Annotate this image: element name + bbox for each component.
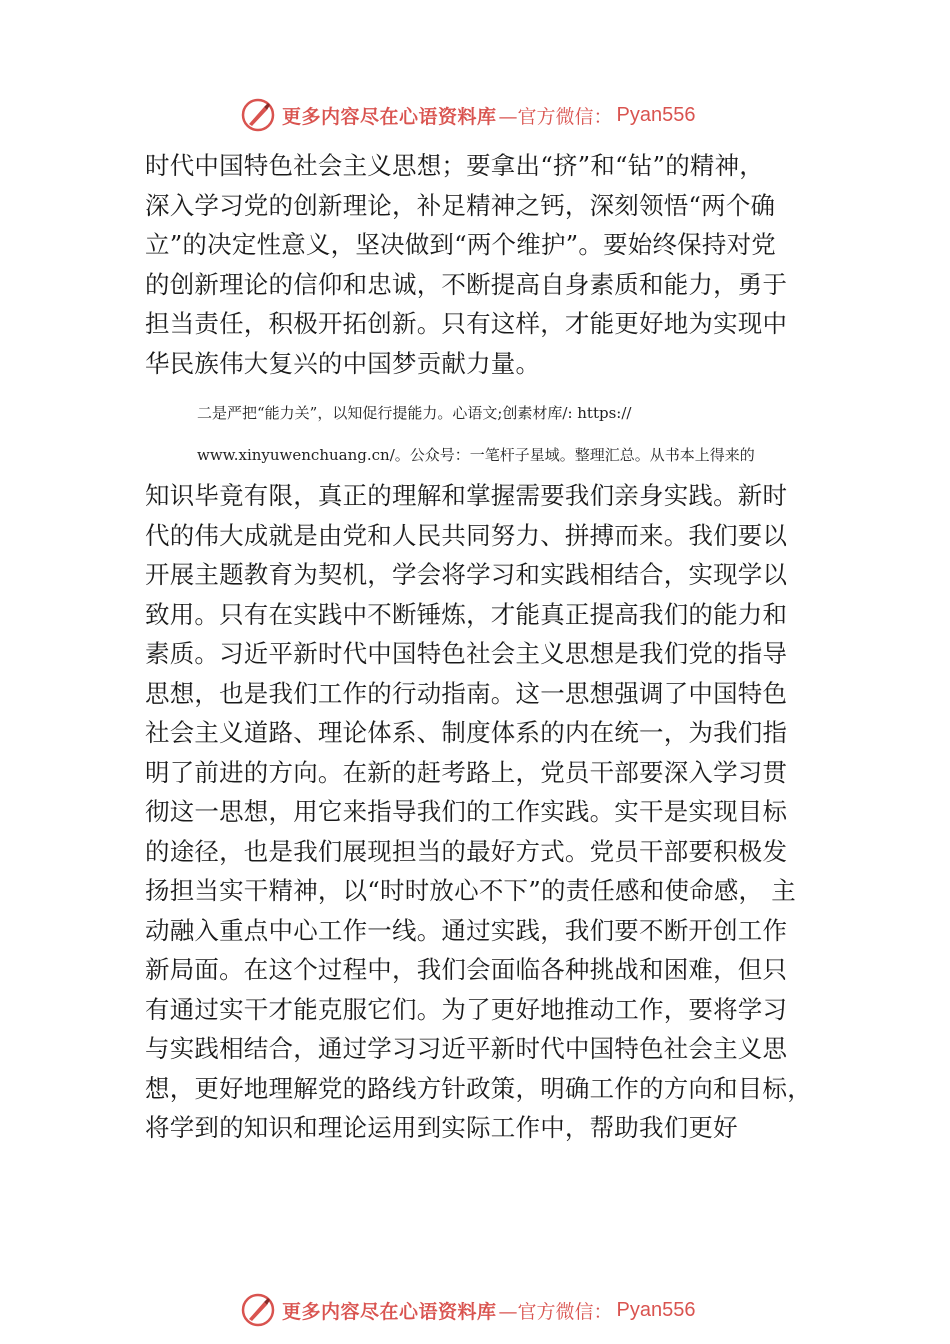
text-line: 与实践相结合，通过学习习近平新时代中国特色社会主义思 <box>145 1034 788 1063</box>
banner-subtitle: —官方微信： <box>498 1300 613 1323</box>
footer-banner <box>240 1290 696 1330</box>
banner-title: 更多内容尽在心语资料库 <box>282 105 497 128</box>
text-line: 明了前进的方向。在新的赶考路上，党员干部要深入学习贯 <box>145 757 788 787</box>
text-line: 有通过实干才能克服它们。为了更好地推动工作，要将学习 <box>145 994 788 1024</box>
paragraph-1 <box>145 146 813 383</box>
text-line: 知识毕竟有限，真正的理解和掌握需要我们亲身实践。新时 <box>145 481 788 510</box>
text-line: 致用。只有在实践中不断锤炼，才能真正提高我们的能力和 <box>145 599 788 629</box>
banner-wechat-id: Pyan556 <box>616 103 696 126</box>
text-line: 担当责任，积极开拓创新。只有这样，才能更好地为实现中 <box>145 309 788 338</box>
text-line: 时代中国特色社会主义思想；要拿出“挤”和“钻”的精神， <box>145 151 764 180</box>
text-line: 的途径，也是我们展现担当的最好方式。党员干部要积极发 <box>145 836 788 866</box>
text-line: 华民族伟大复兴的中国梦贡献力量。 <box>145 348 541 378</box>
text-line: 思想，也是我们工作的行动指南。这一思想强调了中国特色 <box>145 678 788 708</box>
pen-logo-icon <box>240 1292 276 1328</box>
text-line: 素质。习近平新时代中国特色社会主义思想是我们党的指导 <box>145 639 788 668</box>
text-line: 深入学习党的创新理论，补足精神之钙，深刻领悟“两个确 <box>145 190 776 220</box>
text-line: 将学到的知识和理论运用到实际工作中，帮助我们更好 <box>145 1113 738 1142</box>
text-line: 动融入重点中心工作一线。通过实践，我们要不断开创工作 <box>145 915 788 945</box>
small-text-line-1: 二是严把“能力关”，以知促行提能力。心语文;创素材库/: https:// <box>197 404 632 422</box>
banner-title: 更多内容尽在心语资料库 <box>282 1300 497 1323</box>
small-text-line-2: www.xinyuwenchuang.cn/。公众号：一笔杆子星域。整理汇总。从书本上得来的 <box>197 446 755 464</box>
text-line: 新局面。在这个过程中，我们会面临各种挑战和困难，但只 <box>145 955 788 984</box>
text-line: 的创新理论的信仰和忠诚，不断提高自身素质和能力，勇于 <box>145 269 788 299</box>
text-line: 开展主题教育为契机，学会将学习和实践相结合，实现学以 <box>145 560 788 589</box>
pen-logo-icon <box>240 97 276 133</box>
header-banner <box>240 95 696 135</box>
banner-subtitle: —官方微信： <box>498 105 613 128</box>
text-line: 立”的决定性意义，坚决做到“两个维护”。要始终保持对党 <box>145 230 776 259</box>
paragraph-2 <box>145 476 813 1148</box>
text-line: 社会主义道路、理论体系、制度体系的内在统一，为我们指 <box>145 718 788 747</box>
text-line: 扬担当实干精神，以“时时放心不下”的责任感和使命感， 主 <box>145 876 796 905</box>
banner-wechat-id: Pyan556 <box>616 1298 696 1321</box>
text-line: 代的伟大成就是由党和人民共同努力、拼搏而来。我们要以 <box>145 520 788 550</box>
text-line: 想，更好地理解党的路线方针政策，明确工作的方向和目标， <box>145 1073 812 1103</box>
text-line: 彻这一思想，用它来指导我们的工作实践。实干是实现目标 <box>145 797 788 826</box>
